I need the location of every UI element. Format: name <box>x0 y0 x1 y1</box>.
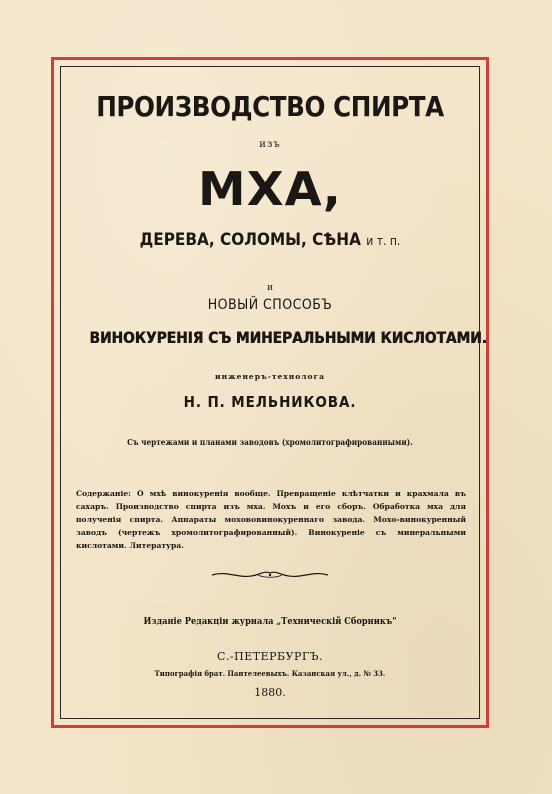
drawings-note: Съ чертежами и планами заводовъ (хромолитографированными). <box>127 438 413 448</box>
ornament-divider-icon <box>210 568 330 582</box>
book-title: ПРОИЗВОДСТВО СПИРТА <box>96 90 444 123</box>
year-line: 1880. <box>254 686 286 699</box>
publisher-line: Изданіе Редакціи журнала „Техническій Сборникъ" <box>143 617 397 627</box>
author-name: Н. П. МЕЛЬНИКОВА. <box>183 393 357 411</box>
conjunction-and: и <box>267 283 273 293</box>
sources-line <box>81 230 459 250</box>
new-method-heading: НОВЫЙ СПОСОБЪ <box>207 297 333 313</box>
preposition-iz: изъ <box>259 139 281 150</box>
main-word: МХА, <box>198 162 342 216</box>
distilling-heading: ВИНОКУРЕНІЯ СЪ МИНЕРАЛЬНЫМИ КИСЛОТАМИ. <box>89 328 487 347</box>
sources-text: ДЕРЕВА, СОЛОМЫ, СѢНА <box>139 230 361 250</box>
printer-line: Типографія брат. Пантелеевыхъ. Казанская ул., д. № 33. <box>154 669 386 678</box>
contents-summary: Содержаніе: О мхѣ винокуренія вообще. Превращеніе клѣтчатки и крахмала въ сахаръ. Производство спирта изъ мха. Мохъ и его сборъ. Обработка мха для полученія спирта. Аппараты мохововинокуреннаго завода. Мохо-винокуренный заводъ (чертежъ хромолитографированный). Винокуреніе съ минеральными кислотами. Литература. <box>76 489 466 550</box>
engineer-label: инженеръ-технолога <box>215 372 325 381</box>
title-page-content <box>60 66 487 719</box>
sources-tail: и т. п. <box>366 234 401 248</box>
city-line: С.-ПЕТЕРБУРГЪ. <box>217 650 323 663</box>
